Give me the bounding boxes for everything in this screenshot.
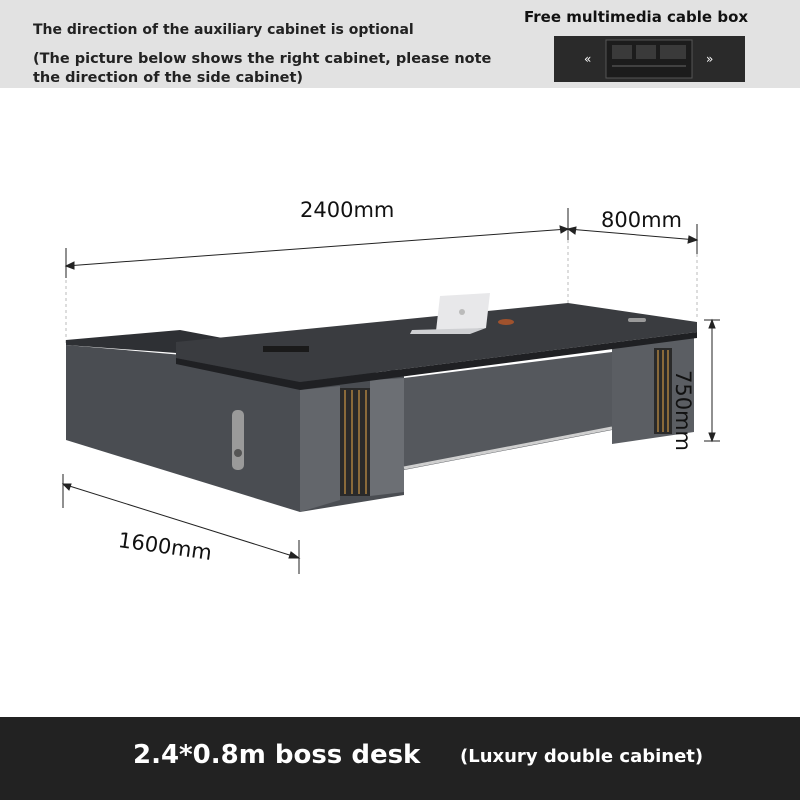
depth-dimension-label: 800mm: [601, 208, 682, 232]
cable-box-left-arrow-icon: «: [584, 52, 592, 66]
cup-icon: [498, 319, 514, 325]
desktop-cable-box: [263, 346, 309, 352]
laptop-logo-icon: [459, 309, 465, 315]
cable-box-right-arrow-icon: »: [706, 52, 714, 66]
return-length-dimension-label: 1600mm: [116, 528, 214, 565]
desk-grommet-icon: [628, 318, 646, 322]
side-cabinet-end: [370, 378, 404, 496]
cable-box-illustration: [554, 36, 745, 82]
length-dimension-label: 2400mm: [300, 198, 395, 222]
desk-model-title: 2.4*0.8m boss desk: [133, 740, 421, 770]
cable-box-image: [554, 36, 745, 82]
cabinet-direction-note: The direction of the auxiliary cabinet is optional: [33, 22, 414, 38]
height-dimension-label: 750mm: [671, 370, 695, 451]
lock-keyhole-icon: [234, 449, 242, 457]
side-cabinet-panel: [300, 386, 340, 512]
cabinet-lock-icon: [232, 410, 244, 470]
cable-box-title: Free multimedia cable box: [524, 8, 749, 26]
desk-variant-label: (Luxury double cabinet): [460, 746, 704, 767]
cabinet-direction-subnote: (The picture below shows the right cabinet, please note the direction of the side cabinet): [33, 51, 492, 86]
